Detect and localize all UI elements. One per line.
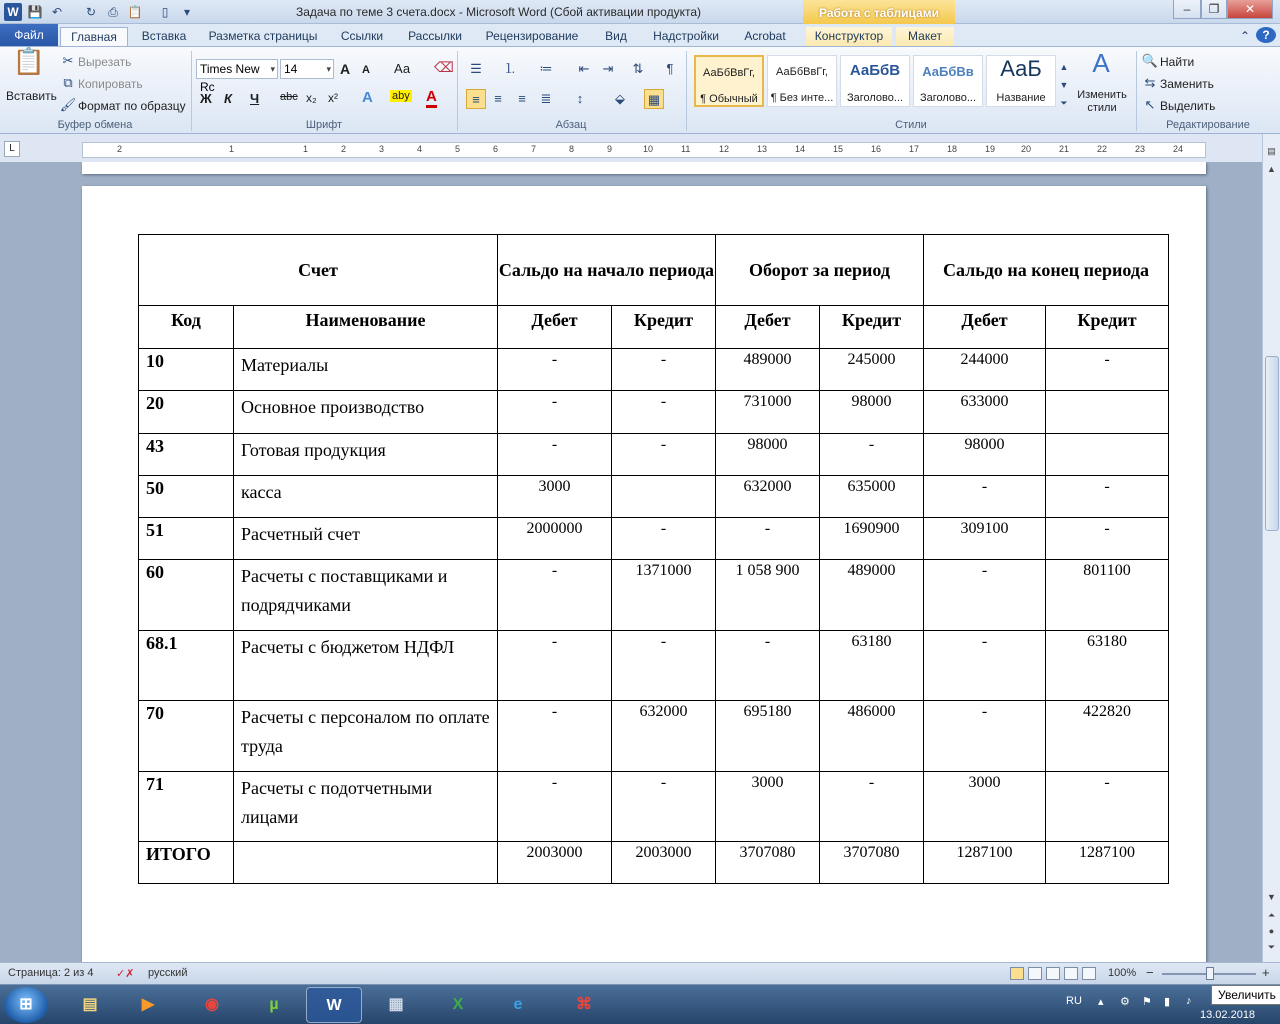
amount-cell[interactable]: 635000: [820, 476, 924, 518]
account-name-cell[interactable]: Готовая продукция: [234, 434, 498, 476]
account-name-cell[interactable]: [234, 842, 498, 884]
clear-formatting-icon[interactable]: ⌫: [434, 59, 454, 75]
borders-icon[interactable]: ▦: [644, 89, 664, 109]
amount-cell[interactable]: 632000: [612, 701, 716, 772]
amount-cell[interactable]: 245000: [820, 349, 924, 391]
document-area[interactable]: [0, 162, 1262, 962]
ruler-mark: 12: [719, 144, 730, 154]
ruler-mark: 8: [569, 144, 575, 154]
amount-cell[interactable]: -: [612, 434, 716, 476]
shrink-font-button[interactable]: A: [362, 64, 370, 76]
amount-cell[interactable]: -: [1046, 476, 1169, 518]
italic-button[interactable]: К: [224, 91, 232, 106]
previous-page-icon[interactable]: ⏶: [1267, 910, 1276, 920]
ruler-mark: 11: [681, 144, 691, 154]
redo-icon[interactable]: ↻: [85, 5, 97, 19]
amount-cell[interactable]: -: [498, 631, 612, 701]
title-bar: [0, 0, 1280, 24]
account-code-cell[interactable]: 10: [139, 349, 234, 391]
save-icon[interactable]: 💾: [27, 5, 43, 19]
font-size-value: 14: [284, 62, 298, 76]
vertical-scrollbar[interactable]: [1262, 134, 1280, 962]
tab-insert[interactable]: Вставка: [141, 29, 187, 43]
flag-icon[interactable]: ⚑: [1142, 996, 1152, 1008]
shading-icon[interactable]: ⬙: [615, 91, 625, 106]
ruler-mark: 15: [833, 144, 844, 154]
amount-cell[interactable]: -: [1046, 772, 1169, 842]
amount-cell[interactable]: 98000: [924, 434, 1046, 476]
account-code-cell[interactable]: 70: [139, 701, 234, 772]
help-icon[interactable]: ?: [1256, 27, 1276, 43]
amount-cell[interactable]: -: [820, 434, 924, 476]
copy-button[interactable]: Копировать: [78, 77, 143, 91]
word-app-icon[interactable]: W: [4, 3, 22, 21]
subheader-name[interactable]: Наименование: [234, 306, 498, 349]
tab-mailings[interactable]: Рассылки: [408, 29, 462, 43]
amount-cell[interactable]: 2003000: [612, 842, 716, 884]
document-page[interactable]: [82, 186, 1206, 962]
decrease-indent-icon[interactable]: ⇤: [578, 61, 590, 76]
explorer-icon[interactable]: ▤: [82, 996, 98, 1013]
replace-button[interactable]: Заменить: [1160, 77, 1214, 91]
tray-arrow-icon[interactable]: ▴: [1098, 996, 1104, 1008]
chevron-down-icon: ▾: [270, 64, 275, 74]
replace-icon: ⇆: [1144, 75, 1156, 90]
context-tab-title: Работа с таблицами: [803, 0, 955, 24]
ruler-mark: 24: [1173, 144, 1184, 154]
paragraph-group-label: Абзац: [555, 119, 587, 131]
style-name: Заголово...: [846, 92, 904, 104]
ruler-mark: 16: [871, 144, 882, 154]
ruler-mark: 22: [1097, 144, 1108, 154]
scroll-up-icon[interactable]: ▲: [1267, 164, 1276, 174]
ruler-mark: 19: [985, 144, 996, 154]
table-row: [139, 631, 1169, 701]
amount-cell[interactable]: 422820: [1046, 701, 1169, 772]
close-button[interactable]: ✕: [1227, 0, 1273, 19]
amount-cell[interactable]: 309100: [924, 518, 1046, 560]
language-indicator[interactable]: русский: [148, 967, 188, 979]
amount-cell[interactable]: [612, 476, 716, 518]
ruler-mark: 23: [1135, 144, 1146, 154]
paste-button[interactable]: Вставить: [6, 89, 57, 103]
draft-view-icon[interactable]: [1082, 967, 1096, 980]
page-counter[interactable]: Страница: 2 из 4: [8, 967, 94, 979]
find-button[interactable]: Найти: [1160, 55, 1195, 69]
tab-table-layout[interactable]: Макет: [896, 27, 954, 46]
amount-cell[interactable]: -: [924, 560, 1046, 631]
style-normal[interactable]: [694, 55, 764, 107]
table-row: [139, 391, 1169, 434]
amount-cell[interactable]: -: [498, 560, 612, 631]
account-code-cell[interactable]: 43: [139, 434, 234, 476]
change-case-button[interactable]: Аа: [394, 61, 411, 76]
superscript-button[interactable]: x²: [328, 91, 338, 105]
table-subheader-row: [139, 306, 1169, 349]
ribbon-tabs: [0, 24, 1280, 46]
amount-cell[interactable]: 98000: [820, 391, 924, 434]
ruler-mark: 10: [643, 144, 654, 154]
zoom-level[interactable]: 100%: [1108, 967, 1137, 979]
clipboard-group-label: Буфер обмена: [57, 119, 133, 131]
scroll-down-icon[interactable]: ▼: [1267, 892, 1276, 902]
amount-cell[interactable]: -: [612, 772, 716, 842]
word-taskbar-icon[interactable]: W: [306, 987, 362, 1023]
align-right-icon[interactable]: ≡: [518, 91, 526, 106]
tab-review[interactable]: Рецензирование: [485, 29, 579, 43]
styles-scroll-down-icon[interactable]: ▼: [1059, 80, 1069, 90]
table-row: [139, 701, 1169, 772]
account-code-cell[interactable]: 68.1: [139, 631, 234, 701]
style-sample: АаБбВвГг,: [776, 66, 828, 78]
font-name-combo[interactable]: [196, 59, 278, 94]
amount-cell[interactable]: -: [924, 701, 1046, 772]
show-marks-icon[interactable]: ¶: [666, 61, 674, 76]
subheader-debit[interactable]: Дебет: [924, 306, 1046, 349]
highlight-button[interactable]: aby: [392, 90, 410, 102]
amount-cell[interactable]: -: [498, 349, 612, 391]
style-sample: АаБбВв: [922, 64, 974, 79]
font-size-combo[interactable]: [280, 59, 334, 79]
excel-icon[interactable]: X: [452, 996, 464, 1013]
tab-home[interactable]: Главная: [60, 27, 128, 46]
calculator-icon[interactable]: ▦: [388, 996, 404, 1013]
previous-page-end: [82, 162, 1206, 174]
styles-group-label: Стили: [895, 119, 927, 131]
ruler-mark: 2: [117, 144, 123, 154]
style-title[interactable]: [986, 55, 1056, 107]
account-name-cell[interactable]: Расчеты с подотчетными лицами: [234, 772, 498, 842]
amount-cell[interactable]: 1690900: [820, 518, 924, 560]
line-spacing-icon[interactable]: ↕: [576, 91, 584, 106]
amount-cell[interactable]: -: [1046, 518, 1169, 560]
scissors-icon: ✂: [62, 53, 74, 68]
amount-cell[interactable]: 63180: [820, 631, 924, 701]
grow-font-button[interactable]: A: [340, 61, 351, 77]
amount-cell[interactable]: -: [716, 518, 820, 560]
amount-cell[interactable]: 731000: [716, 391, 820, 434]
align-left-icon[interactable]: ≡: [466, 89, 486, 109]
amount-cell[interactable]: 3000: [924, 772, 1046, 842]
ruler-mark: 5: [455, 144, 461, 154]
header-turnover[interactable]: Оборот за период: [716, 235, 924, 306]
account-name-cell[interactable]: Расчеты с поставщиками и подрядчиками: [234, 560, 498, 631]
sort-icon[interactable]: ⇅: [632, 61, 644, 76]
customize-quick-access-icon[interactable]: ▾: [183, 5, 191, 19]
amount-cell[interactable]: 98000: [716, 434, 820, 476]
web-layout-view-icon[interactable]: [1046, 967, 1060, 980]
align-center-icon[interactable]: ≡: [494, 91, 502, 106]
tab-references[interactable]: Ссылки: [340, 29, 384, 43]
account-code-cell[interactable]: 60: [139, 560, 234, 631]
format-painter-icon: 🖌: [59, 97, 77, 112]
next-page-icon[interactable]: ⏷: [1267, 942, 1276, 952]
table-row: [139, 518, 1169, 560]
account-code-cell[interactable]: 20: [139, 391, 234, 434]
account-code-cell[interactable]: ИТОГО: [139, 842, 234, 884]
format-painter-button[interactable]: Формат по образцу: [78, 99, 186, 113]
volume-icon[interactable]: ♪: [1186, 995, 1192, 1007]
minimize-button[interactable]: –: [1173, 0, 1201, 19]
table-row: [139, 772, 1169, 842]
style-heading-2[interactable]: [913, 55, 983, 107]
style-heading-1[interactable]: [840, 55, 910, 107]
tab-acrobat[interactable]: Acrobat: [744, 29, 786, 43]
ruler-mark: 20: [1021, 144, 1032, 154]
amount-cell[interactable]: 1287100: [924, 842, 1046, 884]
print-layout-view-icon[interactable]: [1010, 967, 1024, 980]
subscript-button[interactable]: x₂: [306, 91, 317, 105]
subheader-code[interactable]: Код: [139, 306, 234, 349]
amount-cell[interactable]: 3000: [716, 772, 820, 842]
restore-button[interactable]: ❐: [1201, 0, 1227, 19]
full-screen-view-icon[interactable]: [1028, 967, 1042, 980]
ruler-mark: 7: [531, 144, 537, 154]
style-sample: АаБбВ: [849, 62, 901, 79]
amount-cell[interactable]: -: [498, 391, 612, 434]
table-row: [139, 842, 1169, 884]
header-opening-balance[interactable]: Сальдо на начало периода: [498, 235, 716, 306]
group-divider: [686, 51, 687, 131]
table-row: [139, 476, 1169, 518]
underline-button[interactable]: Ч: [250, 91, 260, 106]
ruler-mark: 1: [303, 144, 309, 154]
amount-cell[interactable]: -: [716, 631, 820, 701]
increase-indent-icon[interactable]: ⇥: [602, 61, 614, 76]
ruler-mark: 4: [417, 144, 423, 154]
bullets-icon[interactable]: ☰: [470, 61, 482, 76]
amount-cell[interactable]: 1371000: [612, 560, 716, 631]
horizontal-ruler[interactable]: [82, 142, 1206, 158]
tab-addins[interactable]: Надстройки: [653, 29, 719, 43]
table-row: [139, 560, 1169, 631]
amount-cell[interactable]: -: [1046, 349, 1169, 391]
account-name-cell[interactable]: Расчеты с персоналом по оплате труда: [234, 701, 498, 772]
undo-icon[interactable]: ↶: [51, 5, 63, 19]
account-code-cell[interactable]: 50: [139, 476, 234, 518]
amount-cell[interactable]: 2000000: [498, 518, 612, 560]
amount-cell[interactable]: 2003000: [498, 842, 612, 884]
ruler-mark: 9: [607, 144, 613, 154]
style-name: ¶ Без инте...: [770, 92, 834, 104]
header-account[interactable]: Счет: [139, 235, 498, 306]
tab-page-layout[interactable]: Разметка страницы: [208, 29, 318, 43]
tab-view[interactable]: Вид: [605, 29, 627, 43]
chevron-down-icon: ▾: [326, 64, 331, 74]
amount-cell[interactable]: 489000: [716, 349, 820, 391]
amount-cell[interactable]: [1046, 434, 1169, 476]
account-name-cell[interactable]: касса: [234, 476, 498, 518]
account-code-cell[interactable]: 51: [139, 518, 234, 560]
ruler-mark: 1: [229, 144, 235, 154]
bold-button[interactable]: Ж: [200, 91, 212, 106]
paste-icon[interactable]: 📋: [12, 46, 46, 76]
subheader-debit[interactable]: Дебет: [716, 306, 820, 349]
ruler-mark: 14: [795, 144, 806, 154]
style-name: Название: [996, 92, 1046, 104]
pdf-reader-icon[interactable]: ⌘: [576, 996, 592, 1013]
amount-cell[interactable]: 489000: [820, 560, 924, 631]
amount-cell[interactable]: 244000: [924, 349, 1046, 391]
network-icon[interactable]: ▮: [1164, 996, 1171, 1008]
amount-cell[interactable]: 1287100: [1046, 842, 1169, 884]
amount-cell[interactable]: -: [612, 391, 716, 434]
ruler-mark: 17: [909, 144, 920, 154]
amount-cell[interactable]: -: [820, 772, 924, 842]
tray-app-icon[interactable]: ⚙: [1120, 996, 1130, 1008]
scrollbar-thumb[interactable]: [1265, 356, 1279, 531]
account-name-cell[interactable]: Расчеты с бюджетом НДФЛ: [234, 631, 498, 701]
zoom-out-button[interactable]: −: [1146, 965, 1154, 980]
multilevel-list-icon[interactable]: ≔: [539, 61, 553, 76]
maximize-tooltip: Увеличить: [1211, 985, 1280, 1005]
subheader-debit[interactable]: Дебет: [498, 306, 612, 349]
subheader-credit[interactable]: Кредит: [1046, 306, 1169, 349]
group-divider: [1136, 51, 1137, 131]
ruler-mark: 3: [379, 144, 385, 154]
paste-quick-icon[interactable]: 📋: [127, 5, 143, 19]
editing-group-label: Редактирование: [1166, 119, 1250, 131]
utorrent-icon[interactable]: µ: [269, 996, 279, 1013]
ruler-toggle-icon[interactable]: ▤: [1267, 146, 1276, 156]
zoom-slider-thumb[interactable]: [1206, 967, 1214, 980]
select-cursor-icon: ↖: [1144, 97, 1156, 112]
styles-scroll-up-icon[interactable]: ▲: [1059, 62, 1069, 72]
font-name-value: Times New Rc: [200, 62, 260, 94]
subheader-credit[interactable]: Кредит: [612, 306, 716, 349]
ruler-mark: 18: [947, 144, 958, 154]
table-header-row: [139, 235, 1169, 306]
proofing-icon[interactable]: ✓✗: [116, 968, 135, 980]
amount-cell[interactable]: -: [924, 631, 1046, 701]
amount-cell[interactable]: -: [612, 518, 716, 560]
minimize-ribbon-icon[interactable]: ⌃: [1239, 29, 1251, 43]
outline-view-icon[interactable]: [1064, 967, 1078, 980]
amount-cell[interactable]: 695180: [716, 701, 820, 772]
table-row: [139, 434, 1169, 476]
amount-cell[interactable]: 3707080: [716, 842, 820, 884]
new-document-icon[interactable]: ▯: [161, 5, 169, 19]
subheader-credit[interactable]: Кредит: [820, 306, 924, 349]
tab-file[interactable]: Файл: [0, 24, 58, 46]
amount-cell[interactable]: 486000: [820, 701, 924, 772]
language-tray[interactable]: RU: [1066, 995, 1082, 1007]
internet-explorer-icon[interactable]: e: [513, 996, 523, 1013]
account-name-cell[interactable]: Основное производство: [234, 391, 498, 434]
status-bar: [0, 962, 1280, 984]
numbering-icon[interactable]: ⒈: [503, 61, 517, 76]
account-name-cell[interactable]: Расчетный счет: [234, 518, 498, 560]
style-sample: АаБбВвГг,: [703, 67, 755, 79]
chrome-icon[interactable]: ◉: [205, 996, 219, 1013]
media-player-icon[interactable]: ▶: [141, 996, 155, 1013]
amount-cell[interactable]: -: [612, 631, 716, 701]
justify-icon[interactable]: ≣: [540, 91, 552, 106]
amount-cell[interactable]: -: [924, 476, 1046, 518]
print-icon[interactable]: ⎙: [108, 5, 118, 19]
style-name: Заголово...: [919, 92, 977, 104]
ruler-mark: 6: [493, 144, 499, 154]
browse-object-icon[interactable]: ●: [1268, 926, 1275, 936]
tab-table-design[interactable]: Конструктор: [806, 27, 892, 46]
strikethrough-button[interactable]: abc: [280, 91, 298, 103]
table-row: [139, 349, 1169, 391]
amount-cell[interactable]: 1 058 900: [716, 560, 820, 631]
ruler-bar: [0, 134, 1280, 162]
ruler-mark: 13: [757, 144, 768, 154]
style-name: ¶ Обычный: [700, 93, 758, 105]
amount-cell[interactable]: 633000: [924, 391, 1046, 434]
header-closing-balance[interactable]: Сальдо на конец периода: [924, 235, 1169, 306]
change-styles-icon[interactable]: A: [1092, 48, 1110, 78]
amount-cell[interactable]: -: [498, 701, 612, 772]
ruler-mark: 21: [1059, 144, 1070, 154]
amount-cell[interactable]: 632000: [716, 476, 820, 518]
amount-cell[interactable]: 63180: [1046, 631, 1169, 701]
select-button[interactable]: Выделить: [1160, 99, 1216, 113]
zoom-in-button[interactable]: +: [1262, 965, 1270, 980]
binoculars-icon: 🔍: [1141, 53, 1159, 68]
taskbar: [0, 984, 1280, 1024]
tab-selector-icon[interactable]: L: [4, 141, 20, 157]
style-no-spacing[interactable]: [767, 55, 837, 107]
amount-cell[interactable]: -: [612, 349, 716, 391]
font-group-label: Шрифт: [305, 119, 343, 131]
amount-cell[interactable]: -: [498, 772, 612, 842]
account-code-cell[interactable]: 71: [139, 772, 234, 842]
text-effects-button[interactable]: A: [362, 89, 373, 106]
ruler-mark: 2: [341, 144, 347, 154]
font-color-button[interactable]: A: [426, 89, 437, 108]
amount-cell[interactable]: 3000: [498, 476, 612, 518]
amount-cell[interactable]: -: [498, 434, 612, 476]
styles-more-icon[interactable]: ⏷: [1060, 98, 1068, 108]
cut-button[interactable]: Вырезать: [78, 55, 132, 69]
amount-cell[interactable]: 3707080: [820, 842, 924, 884]
amount-cell[interactable]: 801100: [1046, 560, 1169, 631]
window-title: Задача по теме 3 счета.docx - Microsoft Word (Сбой активации продукта): [296, 5, 701, 19]
start-button[interactable]: ⊞: [4, 987, 48, 1023]
copy-icon: ⧉: [63, 75, 73, 90]
amount-cell[interactable]: [1046, 391, 1169, 434]
style-sample: АаБ: [1000, 56, 1042, 81]
balance-table[interactable]: [138, 234, 1169, 884]
account-name-cell[interactable]: Материалы: [234, 349, 498, 391]
change-styles-button[interactable]: Изменить стили: [1077, 89, 1127, 114]
ribbon: [0, 46, 1280, 134]
system-date[interactable]: 13.02.2018: [1200, 1009, 1256, 1021]
